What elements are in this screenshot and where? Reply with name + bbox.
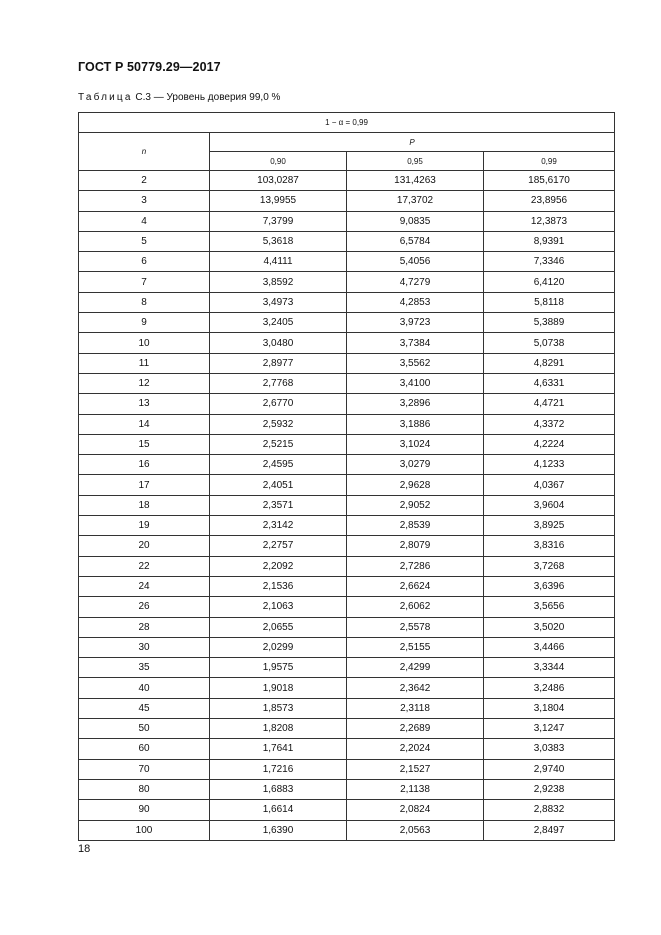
- value-cell: 2,7768: [210, 373, 347, 393]
- table-row: [79, 658, 615, 678]
- value-cell: 3,0279: [347, 455, 484, 475]
- n-cell: 24: [79, 576, 210, 596]
- value-cell: 4,8291: [484, 353, 615, 373]
- value-cell: 2,5578: [347, 617, 484, 637]
- value-cell: 3,6396: [484, 576, 615, 596]
- value-cell: 8,9391: [484, 231, 615, 251]
- table-row: [79, 637, 615, 657]
- confidence-header-row: [79, 113, 615, 133]
- p-header-row: [79, 133, 615, 152]
- value-cell: 3,1024: [347, 434, 484, 454]
- value-cell: 1,9018: [210, 678, 347, 698]
- table-row: [79, 455, 615, 475]
- n-cell: 12: [79, 373, 210, 393]
- value-cell: 3,1804: [484, 698, 615, 718]
- value-cell: 2,6624: [347, 576, 484, 596]
- value-cell: 2,0655: [210, 617, 347, 637]
- n-cell: 16: [79, 455, 210, 475]
- table-row: [79, 556, 615, 576]
- n-cell: 10: [79, 333, 210, 353]
- value-cell: 2,0824: [347, 800, 484, 820]
- table-row: [79, 475, 615, 495]
- n-cell: 8: [79, 292, 210, 312]
- n-cell: 18: [79, 495, 210, 515]
- n-cell: 20: [79, 536, 210, 556]
- table-row: [79, 171, 615, 191]
- table-caption-text: С.3 — Уровень доверия 99,0 %: [132, 92, 281, 103]
- table-row: [79, 313, 615, 333]
- n-cell: 40: [79, 678, 210, 698]
- table-caption-label: Таблица: [78, 92, 133, 103]
- n-column-header: n: [79, 133, 210, 171]
- value-cell: 4,3372: [484, 414, 615, 434]
- table-row: [79, 211, 615, 231]
- value-cell: 4,7279: [347, 272, 484, 292]
- value-cell: 13,9955: [210, 191, 347, 211]
- n-cell: 14: [79, 414, 210, 434]
- value-cell: 3,2405: [210, 313, 347, 333]
- p-column-header: 0,90: [210, 152, 347, 171]
- value-cell: 3,1247: [484, 719, 615, 739]
- table-row: [79, 292, 615, 312]
- p-column-header: 0,95: [347, 152, 484, 171]
- value-cell: 2,6062: [347, 597, 484, 617]
- value-cell: 1,6883: [210, 779, 347, 799]
- value-cell: 4,4111: [210, 252, 347, 272]
- n-cell: 3: [79, 191, 210, 211]
- value-cell: 3,4466: [484, 637, 615, 657]
- value-cell: 3,8925: [484, 516, 615, 536]
- value-cell: 1,7641: [210, 739, 347, 759]
- value-cell: 2,6770: [210, 394, 347, 414]
- value-cell: 2,3118: [347, 698, 484, 718]
- table-row: [79, 739, 615, 759]
- table-row: [79, 231, 615, 251]
- table-row: [79, 820, 615, 840]
- n-cell: 80: [79, 779, 210, 799]
- value-cell: 23,8956: [484, 191, 615, 211]
- value-cell: 3,2486: [484, 678, 615, 698]
- value-cell: 4,0367: [484, 475, 615, 495]
- confidence-header: 1 − α = 0,99: [79, 113, 615, 133]
- n-cell: 17: [79, 475, 210, 495]
- value-cell: 2,2024: [347, 739, 484, 759]
- value-cell: 2,9238: [484, 779, 615, 799]
- value-cell: 2,8539: [347, 516, 484, 536]
- tolerance-factor-table: [78, 112, 615, 841]
- value-cell: 1,8208: [210, 719, 347, 739]
- table-body: [79, 113, 615, 841]
- value-cell: 7,3799: [210, 211, 347, 231]
- value-cell: 2,5932: [210, 414, 347, 434]
- value-cell: 1,8573: [210, 698, 347, 718]
- value-cell: 2,3571: [210, 495, 347, 515]
- n-cell: 70: [79, 759, 210, 779]
- value-cell: 2,1063: [210, 597, 347, 617]
- table-row: [79, 516, 615, 536]
- table-row: [79, 353, 615, 373]
- n-cell: 2: [79, 171, 210, 191]
- n-cell: 19: [79, 516, 210, 536]
- n-cell: 45: [79, 698, 210, 718]
- table-row: [79, 576, 615, 596]
- table-row: [79, 597, 615, 617]
- value-cell: 2,2092: [210, 556, 347, 576]
- value-cell: 3,9604: [484, 495, 615, 515]
- value-cell: 4,1233: [484, 455, 615, 475]
- n-cell: 26: [79, 597, 210, 617]
- value-cell: 5,8118: [484, 292, 615, 312]
- value-cell: 2,4299: [347, 658, 484, 678]
- value-cell: 2,8977: [210, 353, 347, 373]
- value-cell: 3,7384: [347, 333, 484, 353]
- value-cell: 2,2757: [210, 536, 347, 556]
- table-row: [79, 495, 615, 515]
- n-cell: 90: [79, 800, 210, 820]
- value-cell: 5,0738: [484, 333, 615, 353]
- value-cell: 3,8316: [484, 536, 615, 556]
- p-column-header: 0,99: [484, 152, 615, 171]
- value-cell: 2,8832: [484, 800, 615, 820]
- table-row: [79, 333, 615, 353]
- value-cell: 3,7268: [484, 556, 615, 576]
- value-cell: 2,1527: [347, 759, 484, 779]
- n-cell: 50: [79, 719, 210, 739]
- n-cell: 30: [79, 637, 210, 657]
- value-cell: 4,4721: [484, 394, 615, 414]
- n-cell: 7: [79, 272, 210, 292]
- value-cell: 3,4973: [210, 292, 347, 312]
- page-number: 18: [78, 843, 91, 855]
- value-cell: 131,4263: [347, 171, 484, 191]
- n-cell: 5: [79, 231, 210, 251]
- value-cell: 2,1536: [210, 576, 347, 596]
- value-cell: 3,2896: [347, 394, 484, 414]
- n-cell: 60: [79, 739, 210, 759]
- value-cell: 3,4100: [347, 373, 484, 393]
- value-cell: 2,9052: [347, 495, 484, 515]
- value-cell: 2,8079: [347, 536, 484, 556]
- value-cell: 4,2224: [484, 434, 615, 454]
- n-cell: 22: [79, 556, 210, 576]
- n-cell: 4: [79, 211, 210, 231]
- n-cell: 11: [79, 353, 210, 373]
- table-row: [79, 800, 615, 820]
- value-cell: 12,3873: [484, 211, 615, 231]
- table-row: [79, 373, 615, 393]
- value-cell: 3,1886: [347, 414, 484, 434]
- n-cell: 13: [79, 394, 210, 414]
- table-row: [79, 414, 615, 434]
- value-cell: 103,0287: [210, 171, 347, 191]
- value-cell: 2,3142: [210, 516, 347, 536]
- value-cell: 3,5562: [347, 353, 484, 373]
- value-cell: 2,5155: [347, 637, 484, 657]
- n-cell: 35: [79, 658, 210, 678]
- table-row: [79, 536, 615, 556]
- table-row: [79, 252, 615, 272]
- value-cell: 3,9723: [347, 313, 484, 333]
- value-cell: 1,7216: [210, 759, 347, 779]
- value-cell: 3,0383: [484, 739, 615, 759]
- table-row: [79, 719, 615, 739]
- value-cell: 3,5020: [484, 617, 615, 637]
- value-cell: 2,2689: [347, 719, 484, 739]
- value-cell: 3,3344: [484, 658, 615, 678]
- value-cell: 7,3346: [484, 252, 615, 272]
- table-row: [79, 759, 615, 779]
- value-cell: 5,3618: [210, 231, 347, 251]
- value-cell: 2,9740: [484, 759, 615, 779]
- n-cell: 100: [79, 820, 210, 840]
- table-row: [79, 434, 615, 454]
- p-group-header: P: [210, 133, 615, 152]
- value-cell: 4,6331: [484, 373, 615, 393]
- value-cell: 2,1138: [347, 779, 484, 799]
- table-row: [79, 617, 615, 637]
- value-cell: 2,7286: [347, 556, 484, 576]
- n-cell: 28: [79, 617, 210, 637]
- value-cell: 6,4120: [484, 272, 615, 292]
- value-cell: 1,9575: [210, 658, 347, 678]
- value-cell: 5,4056: [347, 252, 484, 272]
- value-cell: 2,8497: [484, 820, 615, 840]
- document-header: ГОСТ Р 50779.29—2017: [78, 60, 221, 74]
- value-cell: 2,4595: [210, 455, 347, 475]
- value-cell: 6,5784: [347, 231, 484, 251]
- value-cell: 185,6170: [484, 171, 615, 191]
- n-cell: 6: [79, 252, 210, 272]
- value-cell: 2,9628: [347, 475, 484, 495]
- table-row: [79, 394, 615, 414]
- value-cell: 3,0480: [210, 333, 347, 353]
- table-caption: [78, 92, 280, 103]
- value-cell: 2,4051: [210, 475, 347, 495]
- table-row: [79, 272, 615, 292]
- value-cell: 1,6390: [210, 820, 347, 840]
- value-cell: 2,0563: [347, 820, 484, 840]
- value-cell: 3,5656: [484, 597, 615, 617]
- value-cell: 2,3642: [347, 678, 484, 698]
- table-row: [79, 779, 615, 799]
- value-cell: 2,0299: [210, 637, 347, 657]
- value-cell: 9,0835: [347, 211, 484, 231]
- table-row: [79, 678, 615, 698]
- table-row: [79, 698, 615, 718]
- value-cell: 3,8592: [210, 272, 347, 292]
- n-cell: 9: [79, 313, 210, 333]
- table-row: [79, 191, 615, 211]
- value-cell: 2,5215: [210, 434, 347, 454]
- value-cell: 1,6614: [210, 800, 347, 820]
- value-cell: 17,3702: [347, 191, 484, 211]
- n-cell: 15: [79, 434, 210, 454]
- value-cell: 5,3889: [484, 313, 615, 333]
- value-cell: 4,2853: [347, 292, 484, 312]
